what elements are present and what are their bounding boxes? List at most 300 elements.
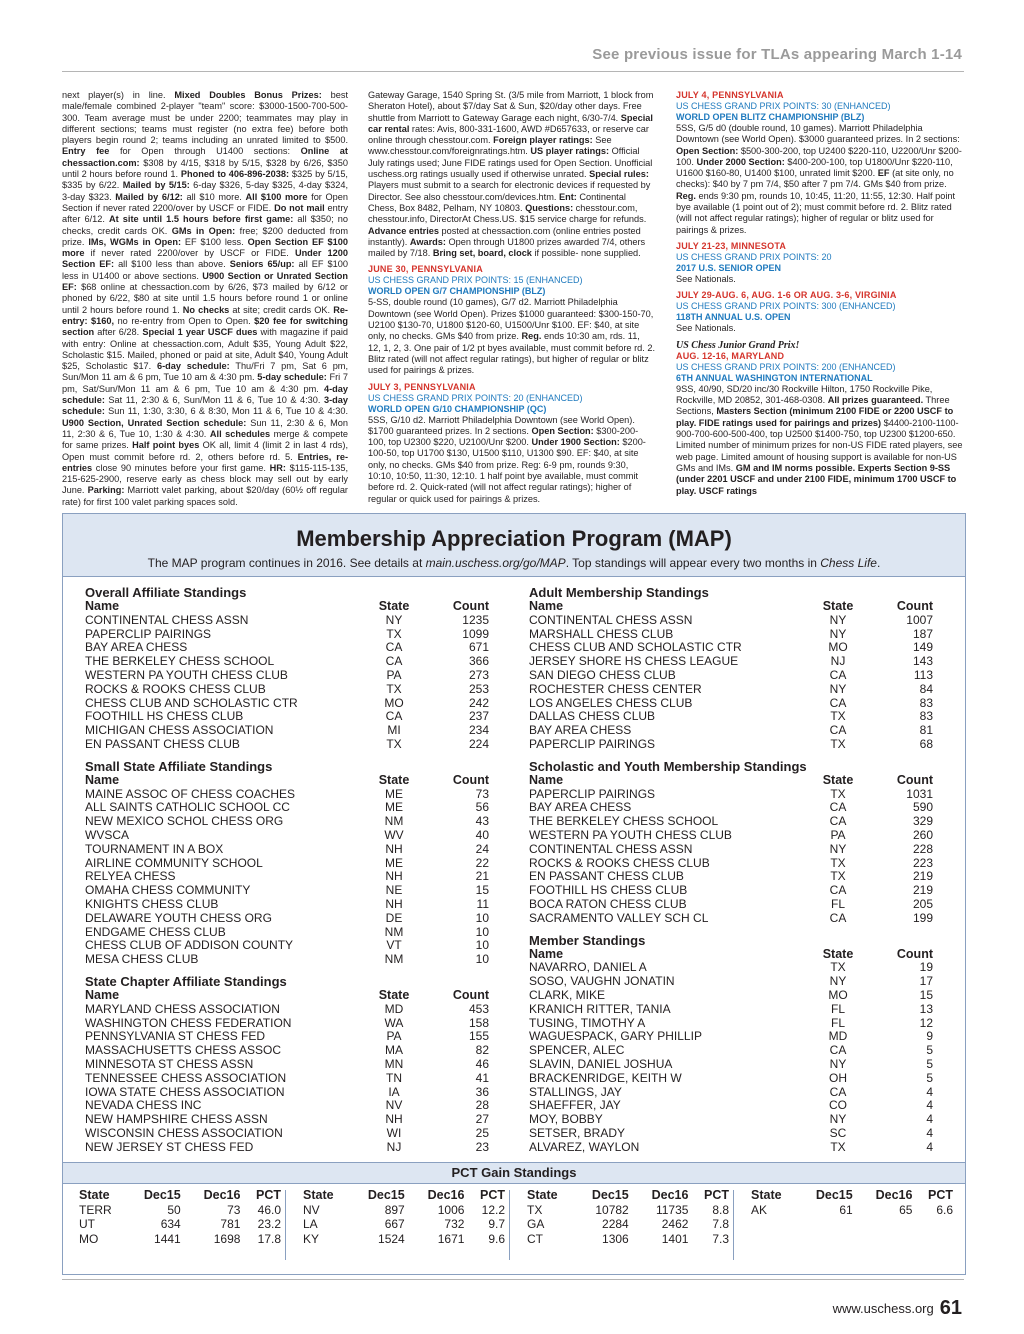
- row-state: PA: [830, 827, 846, 842]
- pct-count: 73: [227, 1202, 241, 1217]
- pct-value: 46.0: [257, 1202, 281, 1217]
- row-state: CA: [829, 910, 847, 925]
- table-header-row: [529, 774, 937, 788]
- row-name: JERSEY SHORE HS CHESS LEAGUE: [529, 654, 739, 669]
- col-name-header: Name: [85, 987, 120, 1002]
- pct-table: [519, 1188, 729, 1246]
- pct-row: [71, 1232, 281, 1247]
- table-row: [529, 989, 937, 1003]
- col-count-header: Count: [452, 987, 489, 1002]
- pct-title: PCT Gain Standings: [63, 1162, 965, 1184]
- row-state: FL: [830, 1001, 845, 1016]
- event-date: JULY 4, PENNSYLVANIA: [676, 90, 784, 100]
- row-name: BRACKENRIDGE, KEITH W: [529, 1070, 682, 1085]
- row-state: NY: [829, 681, 847, 696]
- row-name: NEVADA CHESS INC: [85, 1098, 202, 1113]
- row-name: FOOTHILL HS CHESS CLUB: [85, 709, 244, 724]
- table-header-row: [85, 774, 493, 788]
- row-name: NEW MEXICO SCHOL CHESS ORG: [85, 814, 284, 829]
- row-state: MD: [828, 1029, 848, 1044]
- member-title: Member Standings: [529, 932, 646, 948]
- row-name: SHAEFFER, JAY: [529, 1098, 621, 1113]
- row-state: FL: [830, 896, 845, 911]
- row-name: SOSO, VAUGHN JONATIN: [529, 974, 675, 989]
- col-name-header: Name: [529, 599, 564, 613]
- scholastic-title: Scholastic and Youth Membership Standings: [529, 758, 807, 774]
- row-state: SC: [829, 1125, 847, 1140]
- event-details: 9SS, 40/90, SD/20 inc/30 Rockville Hilton, 1750 Rockville Pike, Rockville, MD 20852, 301-468-0308. All prizes guaranteed. Three Sections, Masters Section (minimum 2100 FIDE or 2200 USCF to play. FIDE ratings used for pairings and prizes) $4400-2100-1100-900-700-600-500-400, top U2500 $1400-750, top U2300 $1200-650. Limited number of minimum prizes for non-US FIDE rated players, see web page. Limited amount of housing support is available for non-US GMs and IMs. GM and IM norms possible. Experts Section 9-SS (under 2201 USCF and under 2100 FIDE, minimum 1700 USCF to play. USCF ratings: [676, 383, 963, 496]
- table-row: [85, 829, 493, 843]
- table-header-row: [529, 948, 937, 962]
- row-count: 1031: [906, 786, 933, 801]
- table-row: [529, 1099, 937, 1113]
- row-count: 223: [912, 855, 933, 870]
- event-title: 118TH ANNUAL U.S. OPEN: [676, 312, 791, 323]
- col-state-header: State: [378, 987, 410, 1002]
- table-row: [85, 1017, 493, 1031]
- event-details: See Nationals.: [676, 273, 736, 284]
- pct-value: 9.7: [488, 1217, 505, 1231]
- row-state: NJ: [386, 1139, 402, 1154]
- row-name: KRANICH RITTER, TANIA: [529, 1001, 671, 1016]
- overall-table: [85, 600, 493, 752]
- column-2: [368, 90, 655, 505]
- adult-table: [529, 600, 937, 752]
- table-row: [529, 1086, 937, 1100]
- table-row: [529, 683, 937, 697]
- row-count: 43: [475, 814, 489, 829]
- row-count: 329: [912, 814, 933, 829]
- pct-value: 7.3: [712, 1231, 729, 1246]
- row-state: CA: [829, 800, 847, 815]
- row-state: NH: [385, 896, 403, 911]
- row-state: NY: [829, 626, 847, 641]
- pct-count: 781: [220, 1217, 241, 1231]
- row-name: MASSACHUSETTS CHESS ASSOC: [85, 1043, 282, 1058]
- row-name: PAPERCLIP PAIRINGS: [529, 736, 656, 751]
- pct-count: 897: [384, 1202, 405, 1217]
- table-row: [529, 829, 937, 843]
- table-row: [529, 669, 937, 683]
- row-state: ME: [385, 800, 403, 815]
- table-row: [85, 669, 493, 683]
- pct-row: [743, 1203, 953, 1218]
- col-count-header: Count: [452, 772, 489, 787]
- row-state: WA: [384, 1015, 404, 1030]
- row-state: CA: [829, 695, 847, 710]
- adult-title: Adult Membership Standings: [529, 585, 709, 600]
- row-count: 13: [919, 1001, 933, 1016]
- event-date: JUNE 30, PENNSYLVANIA: [368, 264, 483, 275]
- row-state: TN: [386, 1070, 402, 1085]
- pct-header-row: [295, 1188, 505, 1203]
- event-listing: [676, 241, 965, 285]
- row-name: TENNESSEE CHESS ASSOCIATION: [85, 1070, 287, 1085]
- pct-value: 6.6: [936, 1202, 953, 1217]
- table-row: [529, 1044, 937, 1058]
- row-name: EN PASSANT CHESS CLUB: [85, 736, 240, 751]
- table-row: [85, 870, 493, 884]
- table-row: [85, 683, 493, 697]
- pct-gain-standings: [63, 1186, 965, 1266]
- row-state: TX: [386, 736, 402, 751]
- row-name: NEW HAMPSHIRE CHESS ASSN: [85, 1112, 268, 1127]
- row-count: 22: [475, 855, 489, 870]
- row-name: MINNESOTA ST CHESS ASSN: [85, 1056, 254, 1071]
- event-date: JULY 29-AUG. 6, AUG. 1-6 OR AUG. 3-6, VIRGINIA: [676, 290, 897, 301]
- table-row: [85, 697, 493, 711]
- pct-col-header: State: [303, 1188, 334, 1202]
- pct-state: UT: [79, 1217, 95, 1231]
- table-row: [529, 857, 937, 871]
- table-row: [85, 614, 493, 628]
- row-count: 228: [912, 841, 933, 856]
- row-count: 453: [468, 1001, 489, 1016]
- row-count: 17: [919, 974, 933, 989]
- pct-row: [295, 1217, 505, 1232]
- row-state: CA: [829, 1043, 847, 1058]
- row-name: WESTERN PA YOUTH CHESS CLUB: [529, 827, 732, 842]
- row-name: PAPERCLIP PAIRINGS: [529, 786, 656, 801]
- event-grand-prix-points: US CHESS GRAND PRIX POINTS: 15 (ENHANCED): [368, 275, 583, 286]
- pct-state: LA: [303, 1217, 318, 1231]
- row-count: 253: [468, 681, 489, 696]
- table-row: [85, 1058, 493, 1072]
- table-row: [85, 1113, 493, 1127]
- row-name: PAPERCLIP PAIRINGS: [85, 626, 212, 641]
- col-state-header: State: [822, 599, 854, 613]
- event-details: 5SS, G/5 d0 (double round, 10 games). Marriott Philadelphia Downtown (see World Open). $3000 guaranteed prizes. In 2 sections: Open Section: $500-300-200, top U2400 $220-110, U2200/Unr $200-100. Under 2000 Section: $400-200-100, top U1800/Unr $220-110, U1600 $160-80, U1400 $100, unrated limit $200. EF (at site only, no checks): $40 by 7 pm 7/4, $50 after 7 pm 7/4. GMs $40 from prize. Reg. ends 9:30 pm, rounds 10, 10:45, 11:20, 11:55, 12:30. Half point bye available (1 point out of 2); must commit before rd. 2. Blitz rated (will not affect regular ratings); higher of regular or blitz used for pairings & prizes.: [676, 123, 962, 235]
- pct-state: CT: [527, 1231, 543, 1246]
- col3-events: [676, 90, 965, 335]
- event-details: 5SS, G/10 d2. Marriott Philadelphia Downtown (see World Open). $1700 guaranteed prizes. In 2 sections. Open Section: $300-200-100, top U2300 $220, U2100/Unr $200. Under 1900 Section: $200-100-50, top U1700 $130, U1500 $110, U1300 $90. EF: $40, at site only, no checks. GMs $40 from prize. Reg: 6-9 pm, rounds 9:30, 10:10, 10:50, 11:30, 12:10. 1 half point bye available, must commit before rd. 2. Quick-rated (will not affect regular ratings); higher of regular or quick used for pairings & prizes.: [368, 414, 646, 504]
- row-name: NEW JERSEY ST CHESS FED: [85, 1139, 254, 1154]
- pct-count: 732: [444, 1217, 465, 1231]
- row-name: BOCA RATON CHESS CLUB: [529, 896, 687, 911]
- row-count: 19: [919, 960, 933, 975]
- row-count: 234: [468, 723, 489, 738]
- table-row: [85, 1086, 493, 1100]
- row-count: 260: [912, 827, 933, 842]
- pct-state: NV: [303, 1202, 320, 1217]
- pct-count: 10782: [595, 1202, 629, 1217]
- row-state: CA: [385, 654, 403, 669]
- row-count: 11: [476, 896, 489, 911]
- table-row: [85, 857, 493, 871]
- row-name: STALLINGS, JAY: [529, 1084, 622, 1099]
- row-name: ROCKS & ROOKS CHESS CLUB: [529, 855, 710, 870]
- col-state-header: State: [822, 772, 854, 787]
- row-count: 40: [475, 827, 489, 842]
- table-row: [529, 884, 937, 898]
- table-row: [529, 738, 937, 752]
- row-state: NY: [385, 612, 403, 627]
- pct-row: [519, 1203, 729, 1218]
- row-name: CLARK, MIKE: [529, 987, 606, 1002]
- table-row: [529, 815, 937, 829]
- table-row: [529, 870, 937, 884]
- row-state: NY: [829, 974, 847, 989]
- row-state: MD: [384, 1001, 404, 1016]
- event-date: JULY 21-23, MINNESOTA: [676, 240, 787, 251]
- row-state: MN: [384, 1056, 404, 1071]
- row-count: 56: [475, 800, 489, 815]
- pct-col-header: State: [751, 1188, 782, 1202]
- column-1: [62, 90, 348, 508]
- pct-divider: [285, 1190, 286, 1260]
- column-3: [676, 90, 965, 497]
- row-state: NJ: [830, 654, 846, 669]
- row-count: 1235: [462, 612, 489, 627]
- col2-events: [368, 264, 655, 504]
- row-name: CHESS CLUB AND SCHOLASTIC CTR: [85, 695, 298, 710]
- table-row: [529, 801, 937, 815]
- row-count: 219: [912, 869, 933, 884]
- col-count-header: Count: [896, 772, 933, 787]
- map-header: [63, 514, 965, 577]
- row-name: EN PASSANT CHESS CLUB: [529, 869, 684, 884]
- event-listing: [368, 382, 655, 505]
- pct-value: 8.8: [712, 1202, 729, 1217]
- map-subtitle: [63, 556, 965, 570]
- small-state-table: [85, 774, 493, 967]
- row-count: 73: [475, 786, 489, 801]
- row-state: TX: [830, 736, 846, 751]
- magazine-name: Chess Life: [820, 556, 877, 570]
- table-row: [85, 641, 493, 655]
- table-row: [529, 1030, 937, 1044]
- row-state: PA: [386, 1029, 402, 1044]
- row-count: 25: [475, 1125, 489, 1140]
- pct-col-header: Dec16: [427, 1188, 465, 1202]
- map-left-panel: [85, 586, 493, 1154]
- row-name: MARYLAND CHESS ASSOCIATION: [85, 1001, 280, 1016]
- row-name: MARSHALL CHESS CLUB: [529, 626, 674, 641]
- row-state: MO: [828, 640, 848, 655]
- table-row: [529, 961, 937, 975]
- table-row: [529, 1141, 937, 1155]
- table-row: [85, 628, 493, 642]
- table-row: [529, 1113, 937, 1127]
- row-name: THE BERKELEY CHESS SCHOOL: [85, 654, 275, 669]
- table-row: [85, 843, 493, 857]
- row-count: 242: [468, 695, 489, 710]
- event-details: See Nationals.: [676, 323, 736, 334]
- row-name: SPENCER, ALEC: [529, 1043, 625, 1058]
- row-name: WASHINGTON CHESS FEDERATION: [85, 1015, 292, 1030]
- event-date: JULY 3, PENNSYLVANIA: [368, 381, 476, 392]
- col-name-header: Name: [85, 599, 120, 613]
- table-row: [85, 815, 493, 829]
- pct-state: GA: [527, 1217, 545, 1231]
- row-count: 113: [913, 667, 933, 682]
- pct-col-header: Dec15: [815, 1188, 853, 1202]
- col-count-header: Count: [896, 946, 933, 961]
- row-state: WV: [384, 827, 404, 842]
- pct-state: MO: [79, 1231, 99, 1246]
- page-footer: [833, 1297, 962, 1320]
- table-row: [529, 1058, 937, 1072]
- event-listing: [676, 290, 965, 334]
- table-row: [529, 912, 937, 926]
- event-date: AUG. 12-16, MARYLAND: [676, 350, 785, 361]
- row-state: NY: [829, 841, 847, 856]
- event-grand-prix-points: US CHESS GRAND PRIX POINTS: 300 (ENHANCED): [676, 301, 896, 312]
- table-row: [85, 1099, 493, 1113]
- table-row: [85, 738, 493, 752]
- row-name: ROCHESTER CHESS CENTER: [529, 681, 702, 696]
- table-row: [85, 898, 493, 912]
- row-name: SAN DIEGO CHESS CLUB: [529, 667, 676, 682]
- pct-col-header: PCT: [704, 1188, 729, 1202]
- event-grand-prix-points: US CHESS GRAND PRIX POINTS: 20 (ENHANCED): [368, 392, 583, 403]
- page-header: See previous issue for TLAs appearing March 1-14: [592, 46, 962, 63]
- pct-col-header: PCT: [480, 1188, 505, 1202]
- row-state: ME: [385, 855, 403, 870]
- row-count: 10: [475, 910, 489, 925]
- row-name: PENNSYLVANIA ST CHESS FED: [85, 1029, 266, 1044]
- row-state: PA: [386, 667, 402, 682]
- row-count: 199: [912, 910, 933, 925]
- row-name: MICHIGAN CHESS ASSOCIATION: [85, 723, 274, 738]
- pct-count: 65: [899, 1202, 913, 1217]
- pct-header-row: [519, 1188, 729, 1203]
- small-state-title: Small State Affiliate Standings: [85, 758, 273, 774]
- row-state: NY: [829, 1112, 847, 1127]
- row-name: WESTERN PA YOUTH CHESS CLUB: [85, 667, 288, 682]
- pct-count: 61: [839, 1202, 853, 1217]
- pct-header-row: [71, 1188, 281, 1203]
- scholastic-table: [529, 774, 937, 926]
- row-count: 1099: [462, 626, 489, 641]
- row-name: MOY, BOBBY: [529, 1112, 603, 1127]
- row-count: 9: [926, 1029, 933, 1044]
- row-count: 366: [468, 654, 489, 669]
- row-name: SLAVIN, DANIEL JOSHUA: [529, 1056, 673, 1071]
- row-state: FL: [830, 1015, 845, 1030]
- pct-row: [519, 1232, 729, 1247]
- row-count: 36: [475, 1084, 489, 1099]
- header-divider: [62, 71, 964, 72]
- table-row: [85, 953, 493, 967]
- row-name: THE BERKELEY CHESS SCHOOL: [529, 814, 719, 829]
- row-count: 4: [926, 1098, 933, 1113]
- pct-table: [743, 1188, 953, 1217]
- row-name: WISCONSIN CHESS ASSOCIATION: [85, 1125, 283, 1140]
- event-title: WORLD OPEN G/10 CHAMPIONSHIP (QC): [368, 403, 547, 414]
- table-row: [85, 912, 493, 926]
- table-header-row: [85, 989, 493, 1003]
- page-number: 61: [939, 1297, 962, 1319]
- row-name: TUSING, TIMOTHY A: [529, 1015, 646, 1030]
- table-row: [529, 710, 937, 724]
- event-listing: [676, 90, 965, 236]
- pct-divider: [509, 1190, 510, 1260]
- row-count: 81: [919, 723, 933, 738]
- row-count: 83: [919, 709, 933, 724]
- row-count: 10: [475, 938, 489, 953]
- col-state-header: State: [378, 772, 410, 787]
- row-count: 4: [926, 1139, 933, 1154]
- event-listing: [368, 264, 655, 376]
- row-count: 15: [919, 987, 933, 1002]
- table-row: [529, 1127, 937, 1141]
- table-row: [529, 697, 937, 711]
- row-name: MESA CHESS CLUB: [85, 952, 199, 967]
- event-details: 5-SS, double round (10 games), G/7 d2. Marriott Philadelphia Downtown (see World Open). Prizes $1000 guaranteed: $300-150-70, U2100 $130-70, U1800 $120-60, U1500/Unr $100. EF: $40, at site only, no checks. GMs $40 from prize. Reg. ends 10:30 am, rds. 11, 12, 1, 2, 3. One pair of 1/2 pt byes available, must commit before rd. 2. Blitz rated (will not affect regular ratings), but higher of regular or blitz used for pairings & prizes.: [368, 297, 656, 376]
- pct-count: 1524: [378, 1231, 405, 1246]
- pct-count: 50: [167, 1202, 181, 1217]
- pct-row: [71, 1203, 281, 1218]
- table-row: [529, 641, 937, 655]
- pct-value: 17.8: [257, 1231, 281, 1246]
- row-count: 143: [912, 654, 933, 669]
- pct-group: [295, 1188, 505, 1246]
- pct-col-header: Dec16: [875, 1188, 913, 1202]
- pct-col-header: State: [527, 1188, 558, 1202]
- row-name: ALL SAINTS CATHOLIC SCHOOL CC: [85, 800, 290, 815]
- table-row: [85, 724, 493, 738]
- row-state: CA: [385, 709, 403, 724]
- table-row: [85, 884, 493, 898]
- row-state: NH: [385, 1112, 403, 1127]
- row-name: CONTINENTAL CHESS ASSN: [529, 841, 693, 856]
- row-count: 237: [468, 709, 489, 724]
- map-subtitle-mid: . Top standings will appear every two months in: [565, 556, 821, 570]
- row-state: VT: [386, 938, 402, 953]
- row-state: NM: [384, 924, 404, 939]
- pct-count: 1306: [602, 1231, 629, 1246]
- map-url: main.uschess.org/go/MAP: [425, 556, 566, 570]
- row-state: MI: [387, 723, 401, 738]
- row-state: TX: [830, 960, 846, 975]
- pct-value: 7.8: [712, 1217, 729, 1231]
- pct-count: 2462: [661, 1217, 689, 1231]
- row-count: 224: [468, 736, 489, 751]
- map-box: [62, 513, 966, 1275]
- row-state: MA: [385, 1043, 403, 1058]
- row-state: IA: [388, 1084, 400, 1099]
- table-row: [85, 710, 493, 724]
- table-row: [85, 1030, 493, 1044]
- row-name: CONTINENTAL CHESS ASSN: [85, 612, 249, 627]
- event-title: 6TH ANNUAL WASHINGTON INTERNATIONAL: [676, 372, 873, 383]
- row-name: BAY AREA CHESS: [529, 800, 632, 815]
- row-state: NM: [384, 814, 404, 829]
- row-state: NH: [385, 841, 403, 856]
- row-name: AIRLINE COMMUNITY SCHOOL: [85, 855, 263, 870]
- col-state-header: State: [378, 599, 410, 613]
- pct-count: 11735: [655, 1202, 689, 1217]
- row-state: TX: [830, 855, 846, 870]
- row-count: 68: [919, 736, 933, 751]
- row-state: TX: [386, 681, 402, 696]
- row-count: 149: [912, 640, 933, 655]
- pct-count: 1401: [661, 1231, 689, 1246]
- row-count: 219: [912, 883, 933, 898]
- pct-col-header: PCT: [928, 1188, 953, 1202]
- table-row: [85, 1141, 493, 1155]
- footer-url: www.uschess.org: [832, 1301, 934, 1316]
- row-state: MO: [384, 695, 404, 710]
- pct-col-header: State: [79, 1188, 110, 1202]
- row-state: DE: [385, 910, 403, 925]
- row-state: NY: [829, 612, 847, 627]
- col1-text: next player(s) in line. Mixed Doubles Bonus Prizes: best male/female combined 2-player "team" score: $3000-1500-700-500-300. Team average must be under 2200; teammates may play in different sections; teams must register (no extra fee) before both players begin round 2; teams including an unrated limited to $500. Entry fee for Open through U1400 sections: Online at chessaction.com: $308 by 4/15, $318 by 5/15, $328 by 6/26, $350 until 2 hours before round 1. Phoned to 406-896-2038: $325 by 5/15, $335 by 6/22. Mailed by 5/15: 6-day $326, 5-day $325, 4-day $324, 3-day $323. Mailed by 6/12: all $10 more. All $100 more for Open Section if never rated 2200/over by USCF or FIDE. Do not mail entry after 6/12. At site until 1.5 hours before first game: all $350; no checks, credit cards OK. GMs in Open: free; $200 deducted from prize. IMs, WGMs in Open: EF $100 less. Open Section EF $100 more if never rated 2200/over by USCF or FIDE. Under 1200 Section EF: all $100 less than above. Seniors 65/up: all EF $100 less in U1400 or above sections. U900 Section or Unrated Section EF: $68 online at chessaction.com by 6/26, $73 mailed by 6/12 or phoned by 6/22, $80 at site until 1.5 hours before round 1 or online until 2 hours before round 1. No checks at site; credit cards OK. Re-entry: $160, no re-entry from Open to Open. $20 fee for switching section after 6/28. Special 1 year USCF dues with magazine if paid with entry: Online at chessaction.com, Adult $35, Young Adult $22, Scholastic $15. Mailed, phoned or paid at site, Adult $40, Young Adult $25, Scholastic $17. 6-day schedule: Thu/Fri 7 pm, Sat 6 pm, Sun/Mon 11 am & 6 pm, Tue 10 am & 4:30 pm. 5-day schedule: Fri 7 pm, Sat/Sun/Mon 11 am & 6 pm, Tue 10 am & 4:30 pm. 4-day schedule: Sat 11, 2:30 & 6, Sun/Mon 11 & 6, Tue 10 & 4:30. 3-day schedule: Sun 11, 1:30, 3:30, 6 & 8:30, Mon 11 & 6, Tue 10 & 4:30. U900 Section, Unrated Section schedule: Sun 11, 2:30 & 6, Mon 11, 2:30 & 6, Tue 10, 1:30 & 4:30. All schedules merge & compete for same prizes. Half point byes OK all, limit 4 (limit 2 in last 4 rds), Open must commit before rd. 2, others before rd. 5. Entries, re-entries close 90 minutes before your first game. HR: $115-115-135, 215-625-2900, reserve early as chess block may sell out by early June. Parking: Marriott valet parking, about $20/day (60½ off regular rate) for first 100 valet parking spaces sold.: [62, 90, 349, 507]
- row-state: CA: [829, 814, 847, 829]
- table-row: [85, 801, 493, 815]
- row-state: CO: [829, 1098, 847, 1113]
